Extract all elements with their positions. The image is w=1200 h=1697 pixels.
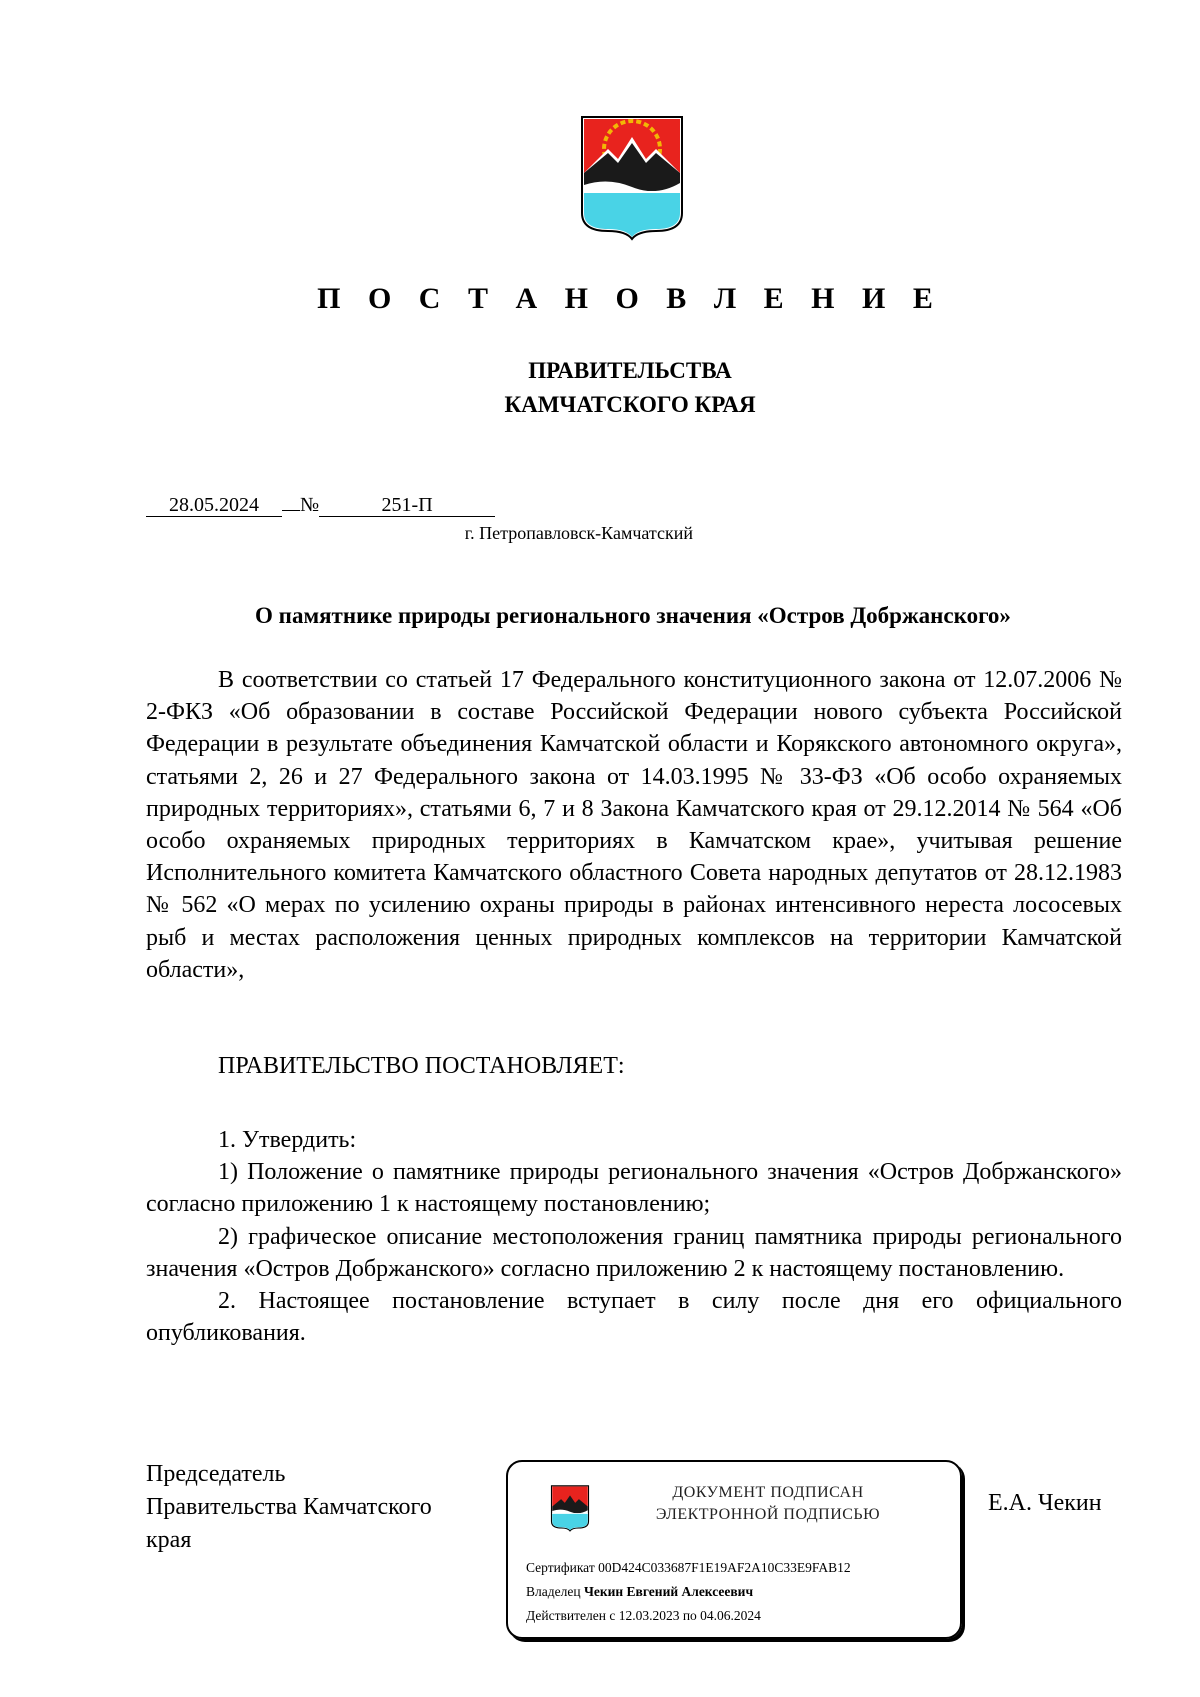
validity-to-label: по <box>682 1608 697 1623</box>
stamp-validity-row <box>526 1604 851 1628</box>
electronic-signature-stamp <box>506 1460 962 1639</box>
document-city: г. Петропавловск-Камчатский <box>464 523 693 543</box>
position-line-1: Председатель <box>146 1461 286 1487</box>
document-number: 251-П <box>319 494 495 517</box>
certificate-label: Сертификат <box>526 1560 595 1575</box>
validity-from: 12.03.2023 <box>618 1608 680 1623</box>
authority-line-2: КАМЧАТСКОГО КРАЯ <box>504 392 756 417</box>
issuing-authority <box>0 354 1200 422</box>
number-sign: № <box>300 494 320 516</box>
document-subject: О памятнике природы регионального значения «Остров Добржанского» <box>255 603 1011 628</box>
stamp-heading-line-2: ЭЛЕКТРОННОЙ ПОДПИСЬЮ <box>655 1506 881 1523</box>
stamp-certificate-row <box>526 1556 851 1580</box>
date-number-line <box>146 494 495 517</box>
validity-from-label: с <box>609 1608 616 1623</box>
signatory-name: Е.А. Чекин <box>988 1490 1102 1516</box>
stamp-heading <box>598 1482 938 1526</box>
position-line-3: края <box>146 1527 192 1553</box>
signatory-position <box>146 1458 432 1557</box>
preamble-block <box>146 664 1122 986</box>
items-block <box>146 1124 1122 1349</box>
stamp-heading-line-1: ДОКУМЕНТ ПОДПИСАН <box>672 1484 864 1501</box>
position-line-2: Правительства Камчатского <box>146 1494 432 1520</box>
validity-to: 04.06.2024 <box>700 1608 761 1623</box>
authority-line-1: ПРАВИТЕЛЬСТВА <box>528 358 732 383</box>
preamble-paragraph: В соответствии со статьей 17 Федерального конституционного закона от 12.07.2006 № 2-ФКЗ «Об образовании в составе Российской Федерации нового субъекта Российской Федерации в результате объединения Камчатской области и Корякского автономного округа», статьями 2, 26 и 27 Федерального закона от 14.03.1995 № 33-ФЗ «Об особо охраняемых природных территориях», статьями 6, 7 и 8 Закона Камчатского края от 29.12.2014 № 564 «Об особо охраняемых природных территориях в Камчатском крае», учитывая решение Исполнительного комитета Камчатского областного Совета народных депутатов от 28.12.1983 № 562 «О мерах по усилению охраны природы в районах интенсивного нереста лососевых рыб и местах расположения ценных природных комплексов на территории Камчатской области», <box>146 667 1122 983</box>
item-approve-2: 2) графическое описание местоположения границ памятника природы регионального значения «Остров Добржанского» согласно приложению 2 к настоящему постановлению. <box>146 1223 1122 1282</box>
certificate-value: 00D424C033687F1E19AF2A10C33E9FAB12 <box>598 1560 851 1575</box>
owner-label: Владелец <box>526 1584 581 1599</box>
document-date: 28.05.2024 <box>146 494 282 517</box>
stamp-emblem-icon <box>550 1484 590 1532</box>
decree-heading: ПРАВИТЕЛЬСТВО ПОСТАНОВЛЯЕТ: <box>218 1053 625 1079</box>
stamp-details <box>526 1556 851 1628</box>
item-entry-into-force: 2. Настоящее постановление вступает в силу после дня его официального опубликования. <box>146 1288 1122 1347</box>
owner-value: Чекин Евгений Алексеевич <box>583 1584 754 1599</box>
validity-label: Действителен <box>526 1608 606 1623</box>
document-type-title: П О С Т А Н О В Л Е Н И Е <box>317 282 943 315</box>
stamp-owner-row <box>526 1580 851 1604</box>
item-approve: 1. Утвердить: <box>218 1127 357 1153</box>
coat-of-arms-icon <box>578 113 686 241</box>
item-approve-1: 1) Положение о памятнике природы регионального значения «Остров Добржанского» согласно приложению 1 к настоящему постановлению; <box>146 1159 1122 1218</box>
